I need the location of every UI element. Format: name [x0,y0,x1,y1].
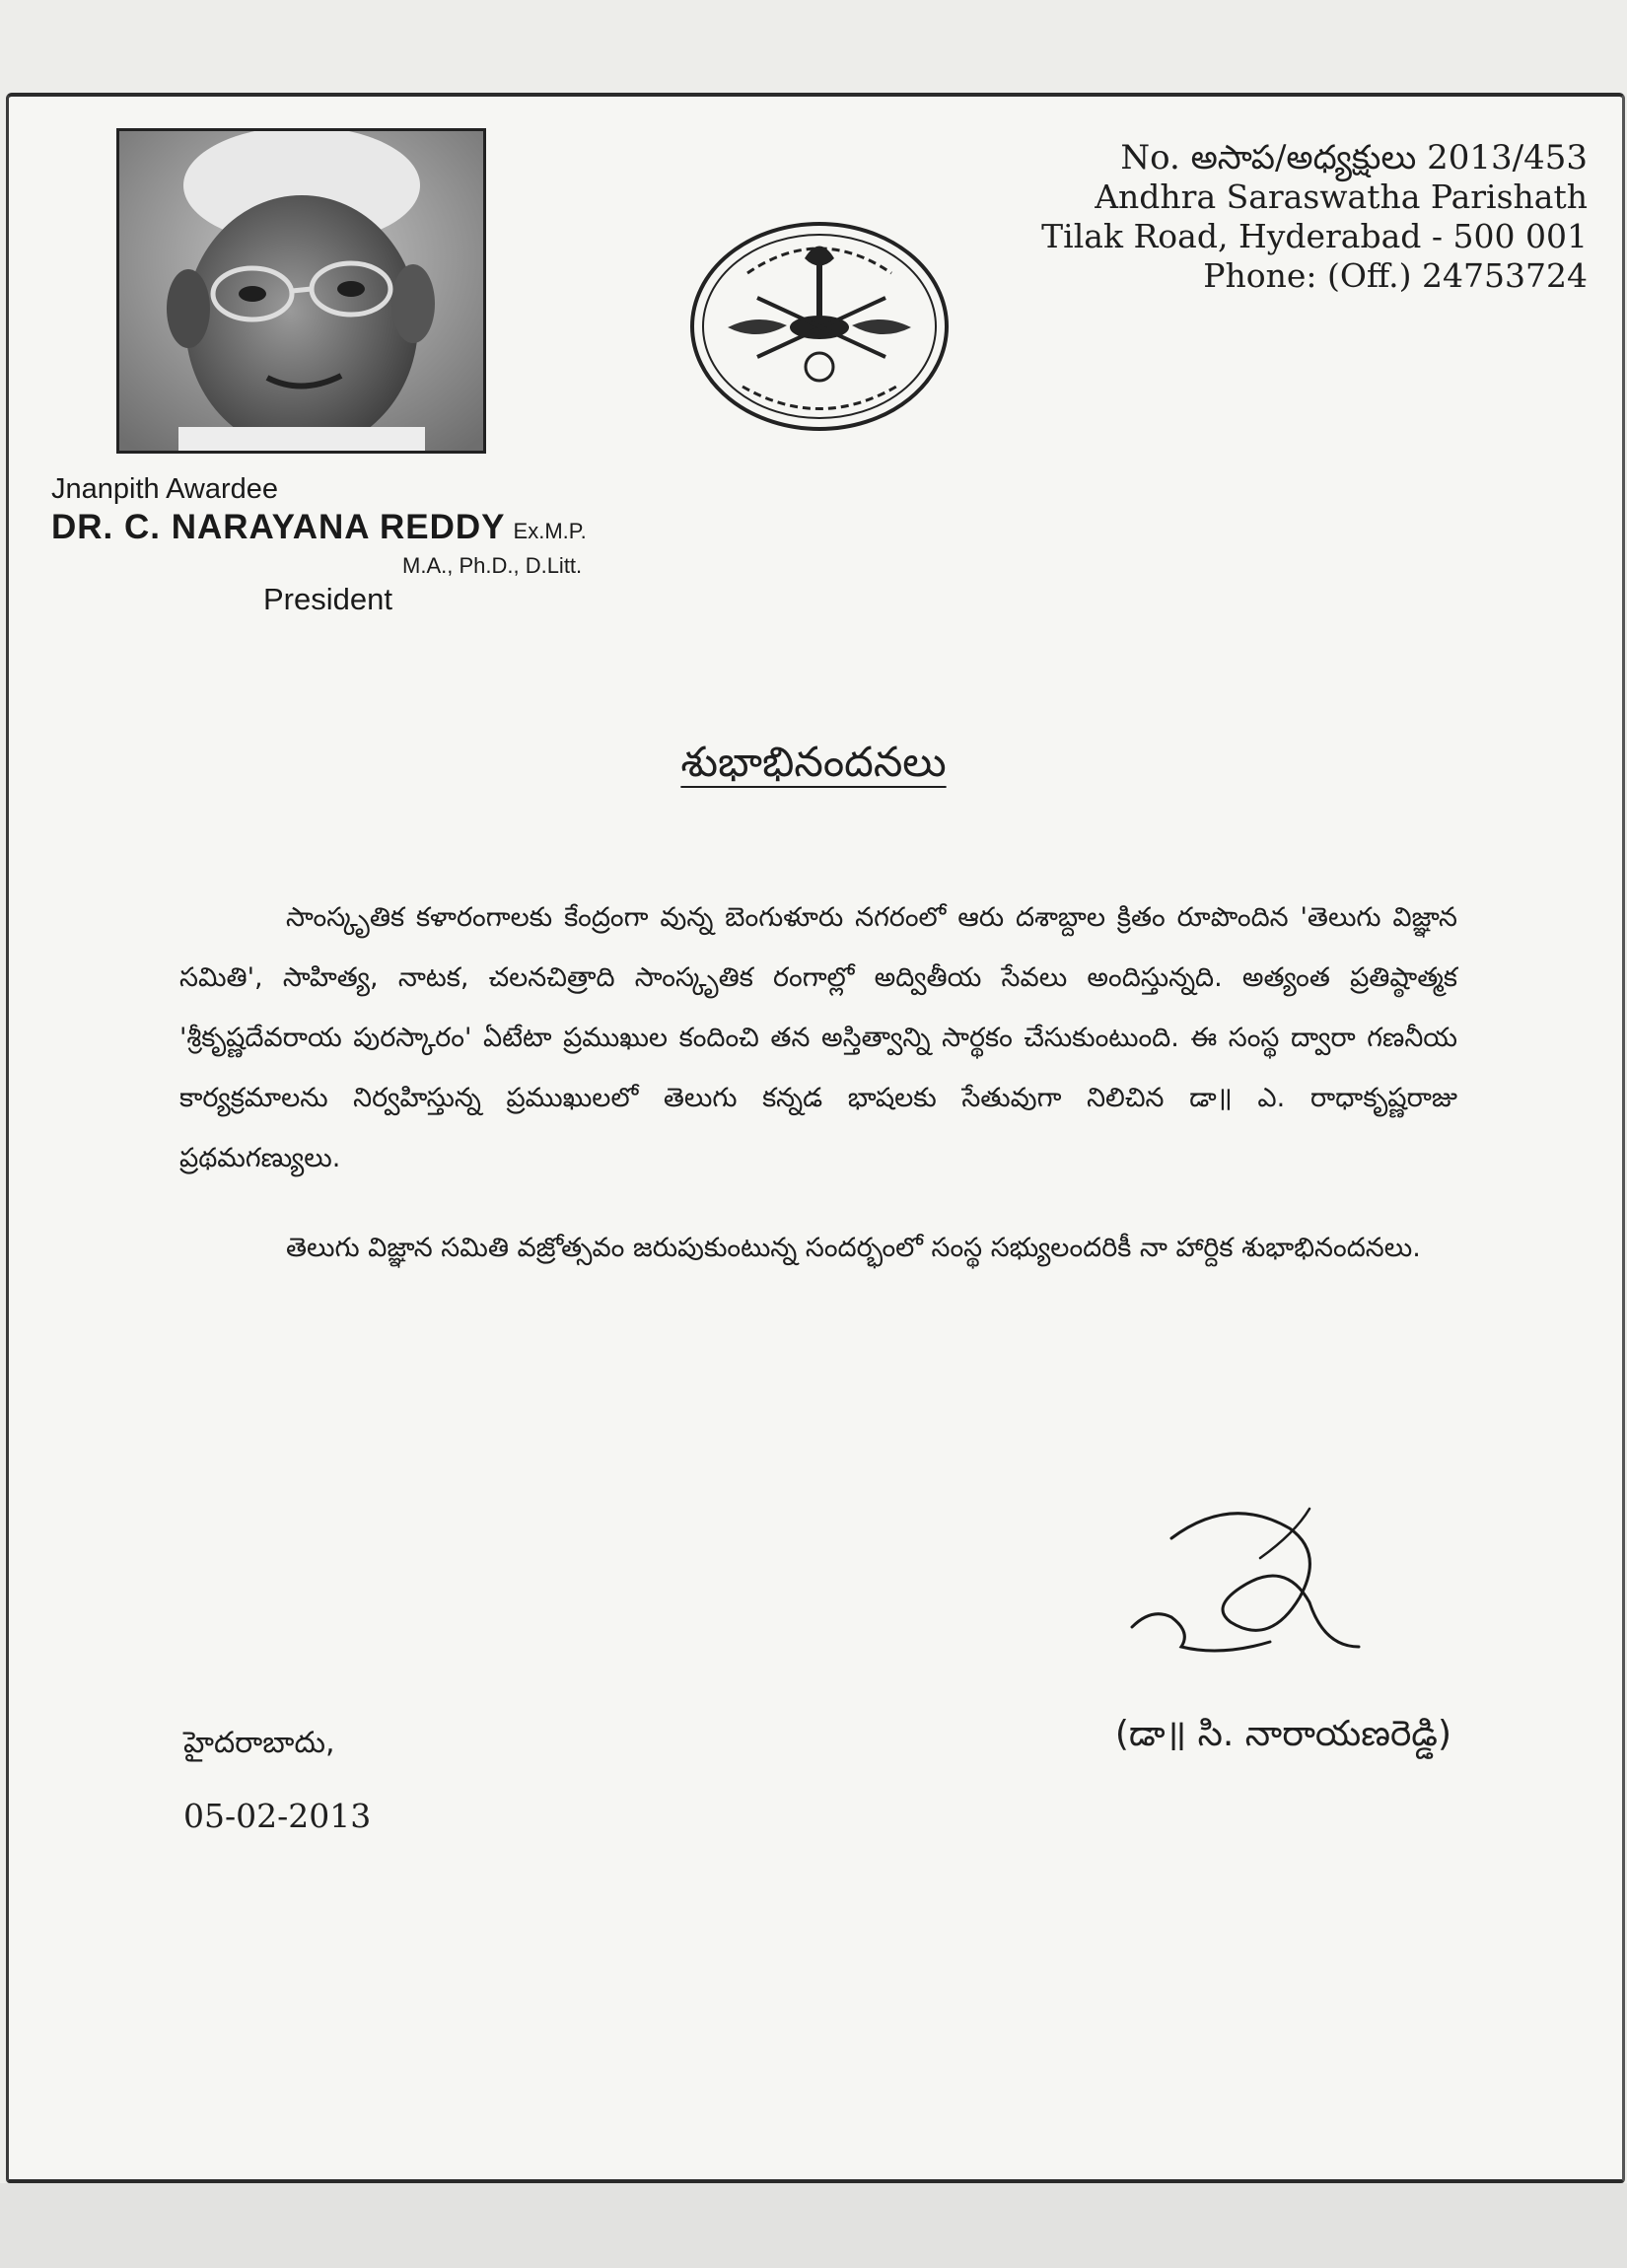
organization-phone: Phone: (Off.) 24753724 [1203,256,1588,295]
place-of-writing: హైదరాబాదు, [183,1726,335,1760]
president-name: DR. C. NARAYANA REDDY [51,508,506,546]
page-background-strip [0,2183,1627,2268]
letter-heading [0,738,1627,797]
awardee-label: Jnanpith Awardee [51,473,279,505]
emblem-seal-icon [688,219,951,434]
president-designation: President [263,582,392,616]
president-degrees: M.A., Ph.D., D.Litt. [402,553,583,578]
reference-number: No. అసాప/అధ్యక్షులు 2013/453 [1120,138,1588,177]
president-name-suffix: Ex.M.P. [513,519,587,543]
organization-name: Andhra Saraswatha Parishath [1095,177,1588,216]
president-block [51,471,587,619]
signatory-name: (డా॥ సి. నారాయణరెడ్డి) [1114,1714,1451,1754]
letter-heading-text: శుభాభినందనలు [680,738,947,786]
letter-paragraph: తెలుగు విజ్ఞాన సమితి వజ్రోత్సవం జరుపుకుంటున్న సందర్భంలో సంస్థ సభ్యులందరికీ నా హార్దిక శుభాభినందనలు. [286,1233,1421,1263]
handwritten-signature [1112,1499,1369,1696]
president-name-line [51,507,587,552]
organization-address: Tilak Road, Hyderabad - 500 001 [1041,217,1588,255]
letter-paragraph: సాంస్కృతిక కళారంగాలకు కేంద్రంగా వున్న బెంగుళూరు నగరంలో ఆరు దశాబ్దాల క్రితం రూపొందిన 'తెలుగు విజ్ఞాన సమితి', సాహిత్య, నాటక, చలనచిత్రాది సాంస్కృతిక రంగాల్లో అద్వితీయ సేవలు అందిస్తున్నది. అత్యంత ప్రతిష్ఠాత్మక 'శ్రీకృష్ణదేవరాయ పురస్కారం' ఏటేటా ప్రముఖుల కందించి తన అస్తిత్వాన్ని సార్థకం చేసుకుంటుంది. ఈ సంస్థ ద్వారా గణనీయ కార్యక్రమాలను నిర్వహిస్తున్న ప్రముఖులలో తెలుగు కన్నడ భాషలకు సేతువుగా నిలిచిన డా॥ ఎ. రాధాకృష్ణరాజు ప్రథమగణ్యులు. [179,902,1457,1173]
letterhead-address [1041,138,1588,296]
letter-date: 05-02-2013 [183,1797,372,1835]
letter-body [179,887,1457,1278]
portrait-photo [116,128,486,454]
